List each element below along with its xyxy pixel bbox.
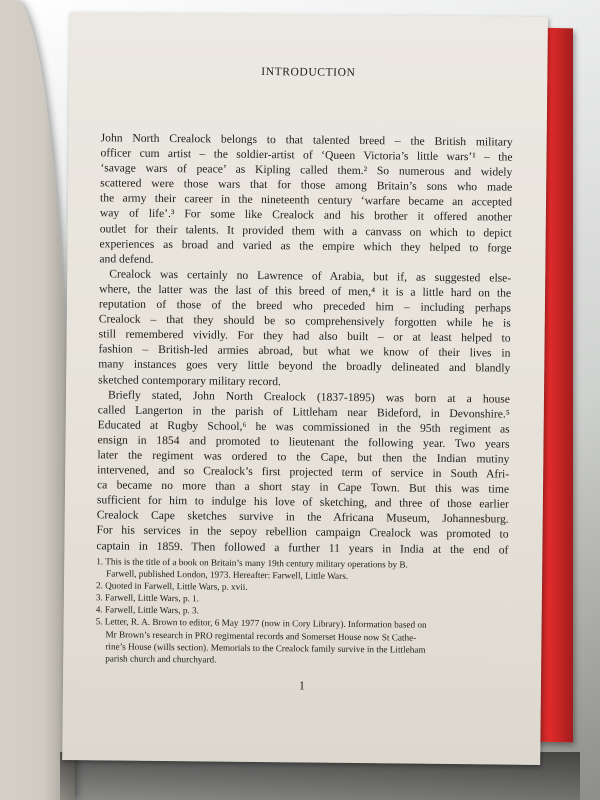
footnote-line: Mr Brown’s research in PRO regimental records and Somerset House now St Cathe- [105,628,417,643]
body-line: called Langerton in the parish of Littleham near Bideford, in Devonshire.⁵ [97,403,510,421]
body-line: outlet for their talents. It provided them with a canvass on which to depict [99,221,512,240]
body-line: intervened, and so Crealock’s first projected term of service in South Afri- [97,463,510,481]
footnote-line: Farwell, published London, 1973. Hereafter: Farwell, Little Wars. [106,568,349,582]
body-line: experiences as broad and varied as the empire which they helped to forge [99,236,512,255]
body-line: the army their career in the nineteenth century ‘warfare became an accepted [99,191,513,210]
footnote-line: 3. Farwell, Little Wars, p. 1. [95,592,200,604]
body-line: Briefly stated, John North Crealock (1837-1895) was born at a house [107,388,511,406]
body-line: many instances goes very little beyond the broadly delineated and blandly [98,357,511,376]
body-line: Crealock – that they should be so comprehensively forgotten while he is [98,312,511,330]
body-line: For his services in the sepoy rebellion campaign Crealock was promoted to [96,523,509,542]
book-page [62,12,548,765]
footnote-line: 2. Quoted in Farwell, Little Wars, p. xvii. [95,580,248,593]
footnote-line: 4. Farwell, Little Wars, p. 3. [95,604,199,616]
body-line: reputation of those of the breed who preceded him – including perhaps [98,297,511,315]
body-line: sketched contemporary military record. [98,372,282,388]
body-line: captain in 1859. Then followed a further 11 years in India at the end of [96,538,509,557]
footnote-line: 1. This is the title of a book on Britain’s many 19th century military operations by B. [96,556,408,570]
body-line: ‘savage wars of peace’ as Kipling called them.² So numerous and widely [100,161,513,179]
body-line: still remembered vividly. For they had also built – or at least helped to [98,327,511,345]
body-line: ca became no more than a short stay in Cape Town. But this was time [96,478,510,496]
body-line: scattered were those wars that for those among Britain’s sons who made [100,176,513,194]
page-number: 1 [298,678,306,693]
body-line: officer cum artist – the soldier-artist of ‘Queen Victoria’s little wars’¹ – the [100,146,513,164]
body-line: later the regiment was ordered to the Cape, but then the Indian mutiny [97,448,510,466]
body-line: fashion – British-led armies abroad, but what we know of their lives in [98,342,511,360]
body-line: way of life’.³ For some like Crealock and his brother it offered another [99,206,512,225]
footnote-line: rine’s House (wills section). Memorials to the Crealock family survive in the Littleham [105,641,426,655]
body-text [96,130,512,557]
body-line: Educated at Rugby School,⁶ he was commissioned in the 95th regiment as [97,418,510,436]
body-line: Crealock Cape sketches survive in the Africana Museum, Johannesburg. [96,508,509,526]
running-head: INTRODUCTION [261,66,356,79]
body-line: ensign in 1854 and promoted to lieutenant the following year. Two years [97,433,510,451]
footnote-line: parish church and churchyard. [105,653,217,665]
body-line: John North Crealock belongs to that talented breed – the British military [100,131,513,149]
body-line: Crealock was certainly no Lawrence of Arabia, but if, as suggested else- [109,267,512,285]
footnote-line: 5. Letter, R. A. Brown to editor, 6 May 1977 (now in Cory Library). Information based on [95,616,427,631]
body-line: sufficient for him to indulge his love of sketching, and three of those earlier [96,493,509,511]
body-line: where, the latter was the last of this breed of men,⁴ it is a little hard on the [99,282,512,300]
footnotes [95,555,508,668]
body-line: and defend. [99,252,154,266]
